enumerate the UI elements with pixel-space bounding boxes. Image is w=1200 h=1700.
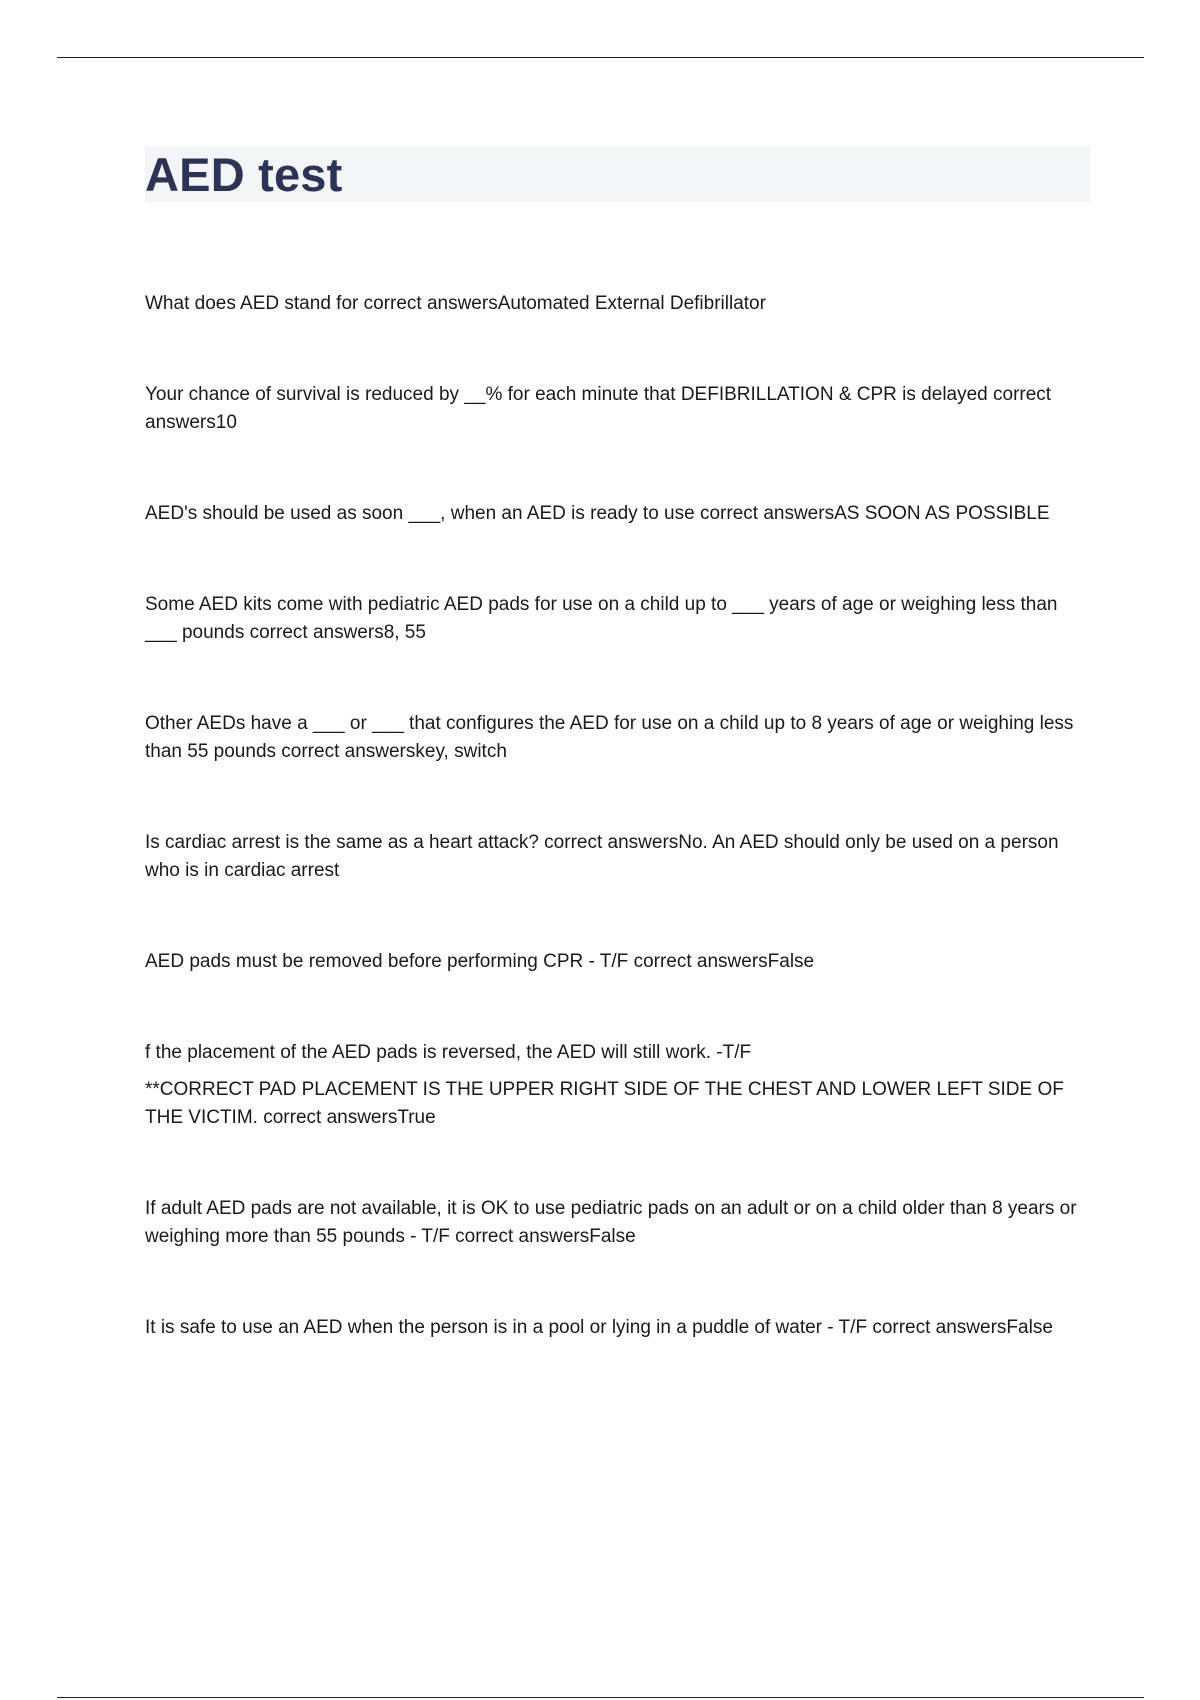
qa-item <box>145 1314 1090 1342</box>
qa-text: f the placement of the AED pads is reversed, the AED will still work. -T/F <box>145 1042 752 1063</box>
qa-text: Your chance of survival is reduced by __% for each minute that DEFIBRILLATION & CPR is delayed correct answers10 <box>145 384 1052 433</box>
qa-item <box>145 829 1090 885</box>
qa-text: AED's should be used as soon ___, when an AED is ready to use correct answersAS SOON AS POSSIBLE <box>145 503 1050 524</box>
qa-item <box>145 290 1090 318</box>
qa-text: Some AED kits come with pediatric AED pads for use on a child up to ___ years of age or weighing less than ___ pounds correct answers8, 55 <box>145 594 1058 643</box>
qa-subtext: **CORRECT PAD PLACEMENT IS THE UPPER RIGHT SIDE OF THE CHEST AND LOWER LEFT SIDE OF THE VICTIM. correct answersTrue <box>145 1079 1064 1128</box>
qa-item <box>145 381 1090 437</box>
qa-text: Other AEDs have a ___ or ___ that configures the AED for use on a child up to 8 years of age or weighing less than 55 pounds correct answerskey, switch <box>145 713 1074 762</box>
page-title: AED test <box>145 147 343 201</box>
top-divider <box>57 57 1144 58</box>
bottom-divider <box>57 1697 1144 1698</box>
qa-item <box>145 591 1090 647</box>
qa-text: If adult AED pads are not available, it is OK to use pediatric pads on an adult or on a child older than 8 years or weighing more than 55 pounds - T/F correct answersFalse <box>145 1198 1077 1247</box>
qa-item <box>145 1039 1090 1132</box>
qa-text: It is safe to use an AED when the person is in a pool or lying in a puddle of water - T/F correct answersFalse <box>145 1317 1053 1338</box>
qa-text: AED pads must be removed before performing CPR - T/F correct answersFalse <box>145 951 815 972</box>
qa-item <box>145 1195 1090 1251</box>
qa-text: What does AED stand for correct answersAutomated External Defibrillator <box>145 293 766 314</box>
qa-item <box>145 710 1090 766</box>
page-content <box>145 146 1090 1405</box>
title-banner <box>145 146 1090 202</box>
qa-item <box>145 500 1090 528</box>
qa-list <box>145 290 1090 1342</box>
qa-text: Is cardiac arrest is the same as a heart attack? correct answersNo. An AED should only be used on a person who is in cardiac arrest <box>145 832 1059 881</box>
qa-item <box>145 948 1090 976</box>
